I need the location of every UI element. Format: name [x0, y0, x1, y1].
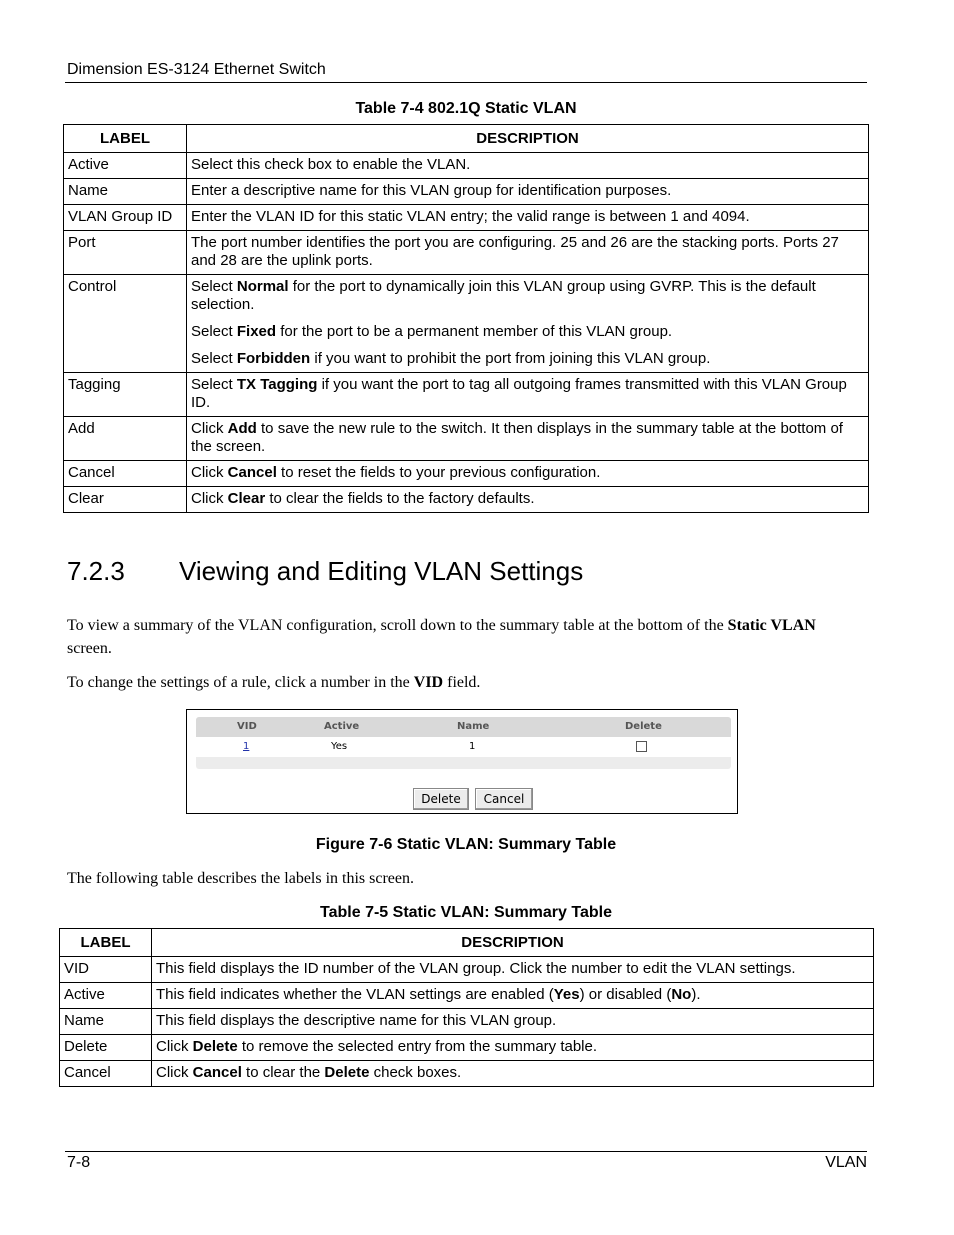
table-row [60, 1009, 874, 1035]
text-run: check boxes. [369, 1064, 462, 1081]
column-name: Name [457, 721, 490, 732]
bold-term: Cancel [227, 464, 277, 481]
text-run: screen. [67, 640, 112, 657]
delete-checkbox[interactable] [636, 741, 647, 752]
row-label: Active [60, 983, 152, 1009]
cancel-button[interactable]: Cancel [475, 788, 533, 810]
table-row [64, 487, 869, 513]
row-description [187, 487, 869, 513]
bold-term: Forbidden [236, 350, 311, 367]
row-description [187, 417, 869, 461]
bold-term: Clear [227, 490, 266, 507]
table-row [64, 231, 869, 275]
chapter-name: VLAN [825, 1154, 867, 1171]
table-row [64, 205, 869, 231]
description-paragraph [191, 464, 864, 482]
vid-link[interactable]: 1 [243, 741, 250, 752]
description-paragraph: This field displays the descriptive name for this VLAN group. [156, 1012, 557, 1029]
summary-table [196, 717, 731, 769]
description-paragraph: Select this check box to enable the VLAN. [191, 156, 471, 173]
description-paragraph: This field displays the ID number of the VLAN group. Click the number to edit the VLAN settings. [156, 960, 796, 977]
section-heading [67, 556, 583, 587]
running-header: Dimension ES-3124 Ethernet Switch [67, 61, 326, 78]
row-label: Add [64, 417, 187, 461]
description-paragraph [191, 420, 864, 456]
name-value: 1 [469, 741, 476, 752]
row-label: Name [60, 1009, 152, 1035]
figure-caption: Figure 7-6 Static VLAN: Summary Table [315, 836, 617, 853]
table-row [64, 461, 869, 487]
bold-term: Fixed [236, 323, 277, 340]
row-label: Delete [60, 1035, 152, 1061]
text-run: Click [191, 490, 228, 507]
table-row [64, 153, 869, 179]
page-number: 7-8 [67, 1154, 91, 1171]
description-paragraph [156, 986, 869, 1004]
bold-term: No [671, 986, 692, 1003]
row-label: Name [64, 179, 187, 205]
text-run: Select [191, 350, 237, 367]
paragraph-change-settings [67, 671, 847, 694]
column-delete: Delete [625, 721, 662, 732]
table1-header-label: LABEL [64, 125, 187, 153]
table-row [64, 275, 869, 373]
row-description [152, 983, 874, 1009]
bold-term: Delete [324, 1064, 370, 1081]
active-value: Yes [331, 741, 348, 752]
figure-screenshot [186, 709, 738, 814]
row-description [187, 373, 869, 417]
table-row [60, 957, 874, 983]
table2-caption: Table 7-5 Static VLAN: Summary Table [320, 904, 612, 921]
table-row [60, 1035, 874, 1061]
text-run: ). [691, 986, 701, 1003]
column-vid: VID [237, 721, 257, 732]
description-paragraph [191, 490, 864, 508]
row-label: Cancel [60, 1061, 152, 1087]
row-label: Cancel [64, 461, 187, 487]
row-description [187, 179, 869, 205]
row-description [152, 957, 874, 983]
text-run: to clear the [241, 1064, 325, 1081]
header-rule [65, 82, 867, 83]
text-run: To view a summary of the VLAN configuration, scroll down to the summary table at the bottom of the [67, 617, 728, 634]
table-row [60, 1061, 874, 1087]
text-run: Click [156, 1064, 193, 1081]
text-run: field. [443, 674, 481, 691]
text-run: to remove the selected entry from the summary table. [237, 1038, 598, 1055]
row-label: Active [64, 153, 187, 179]
bold-term: Cancel [192, 1064, 242, 1081]
description-paragraph [191, 376, 864, 412]
row-description [187, 275, 869, 373]
text-run: for the port to dynamically join this VLAN group using GVRP. This is the default selection. [191, 278, 816, 313]
text-run: Click [191, 464, 228, 481]
table1-header-description: DESCRIPTION [187, 125, 869, 153]
bold-term: Static VLAN [727, 617, 816, 634]
table2-header-label: LABEL [60, 929, 152, 957]
table1-body [64, 153, 869, 513]
text-run: ) or disabled ( [579, 986, 672, 1003]
row-label: Clear [64, 487, 187, 513]
description-paragraph [156, 1064, 869, 1082]
description-paragraph: The port number identifies the port you are configuring. 25 and 26 are the stacking ports. Ports 27 and 28 are the uplink ports. [191, 234, 839, 269]
row-description [187, 205, 869, 231]
row-label: VLAN Group ID [64, 205, 187, 231]
table-row [60, 983, 874, 1009]
table1 [63, 124, 869, 513]
summary-table-header [196, 717, 731, 737]
table2 [59, 928, 874, 1087]
bold-term: TX Tagging [236, 376, 318, 393]
table-row [64, 417, 869, 461]
text-run: To change the settings of a rule, click a number in the [67, 674, 414, 691]
text-run: if you want to prohibit the port from joining this VLAN group. [310, 350, 711, 367]
summary-table-row [196, 737, 731, 757]
section-number: 7.2.3 [67, 556, 125, 586]
table2-body [60, 957, 874, 1087]
row-description [187, 231, 869, 275]
row-description [152, 1009, 874, 1035]
bold-term: Delete [192, 1038, 238, 1055]
text-run: to save the new rule to the switch. It then displays in the summary table at the bottom of the screen. [191, 420, 843, 455]
row-label: Control [64, 275, 187, 373]
text-run: to clear the fields to the factory defaults. [265, 490, 535, 507]
row-description [187, 461, 869, 487]
table-row [64, 179, 869, 205]
row-label: VID [60, 957, 152, 983]
column-active: Active [324, 721, 360, 732]
table2-header-description: DESCRIPTION [152, 929, 874, 957]
delete-button[interactable]: Delete [413, 788, 469, 810]
text-run: Select [191, 278, 237, 295]
row-description [187, 153, 869, 179]
description-paragraph [191, 323, 864, 341]
description-paragraph [191, 278, 864, 314]
text-run: for the port to be a permanent member of this VLAN group. [276, 323, 673, 340]
bold-term: Normal [236, 278, 289, 295]
section-title: Viewing and Editing VLAN Settings [179, 556, 584, 586]
description-paragraph: Enter a descriptive name for this VLAN group for identification purposes. [191, 182, 672, 199]
paragraph-summary [67, 614, 847, 660]
row-label: Tagging [64, 373, 187, 417]
description-paragraph [156, 1038, 869, 1056]
text-run: to reset the fields to your previous configuration. [276, 464, 601, 481]
table1-caption: Table 7-4 802.1Q Static VLAN [355, 100, 577, 117]
text-run: if you want the port to tag all outgoing frames transmitted with this VLAN Group ID. [191, 376, 847, 411]
table-row [64, 373, 869, 417]
bold-term: VID [413, 674, 444, 691]
bold-term: Add [227, 420, 257, 437]
description-paragraph: Enter the VLAN ID for this static VLAN entry; the valid range is between 1 and 4094. [191, 208, 750, 225]
row-description [152, 1035, 874, 1061]
text-run: Click [191, 420, 228, 437]
paragraph-following-table: The following table describes the labels in this screen. [67, 870, 415, 887]
row-description [152, 1061, 874, 1087]
row-label: Port [64, 231, 187, 275]
bold-term: Yes [553, 986, 580, 1003]
description-paragraph [191, 350, 864, 368]
text-run: Select [191, 323, 237, 340]
footer-rule [65, 1151, 867, 1152]
text-run: This field indicates whether the VLAN settings are enabled ( [156, 986, 554, 1003]
text-run: Select [191, 376, 237, 393]
text-run: Click [156, 1038, 193, 1055]
